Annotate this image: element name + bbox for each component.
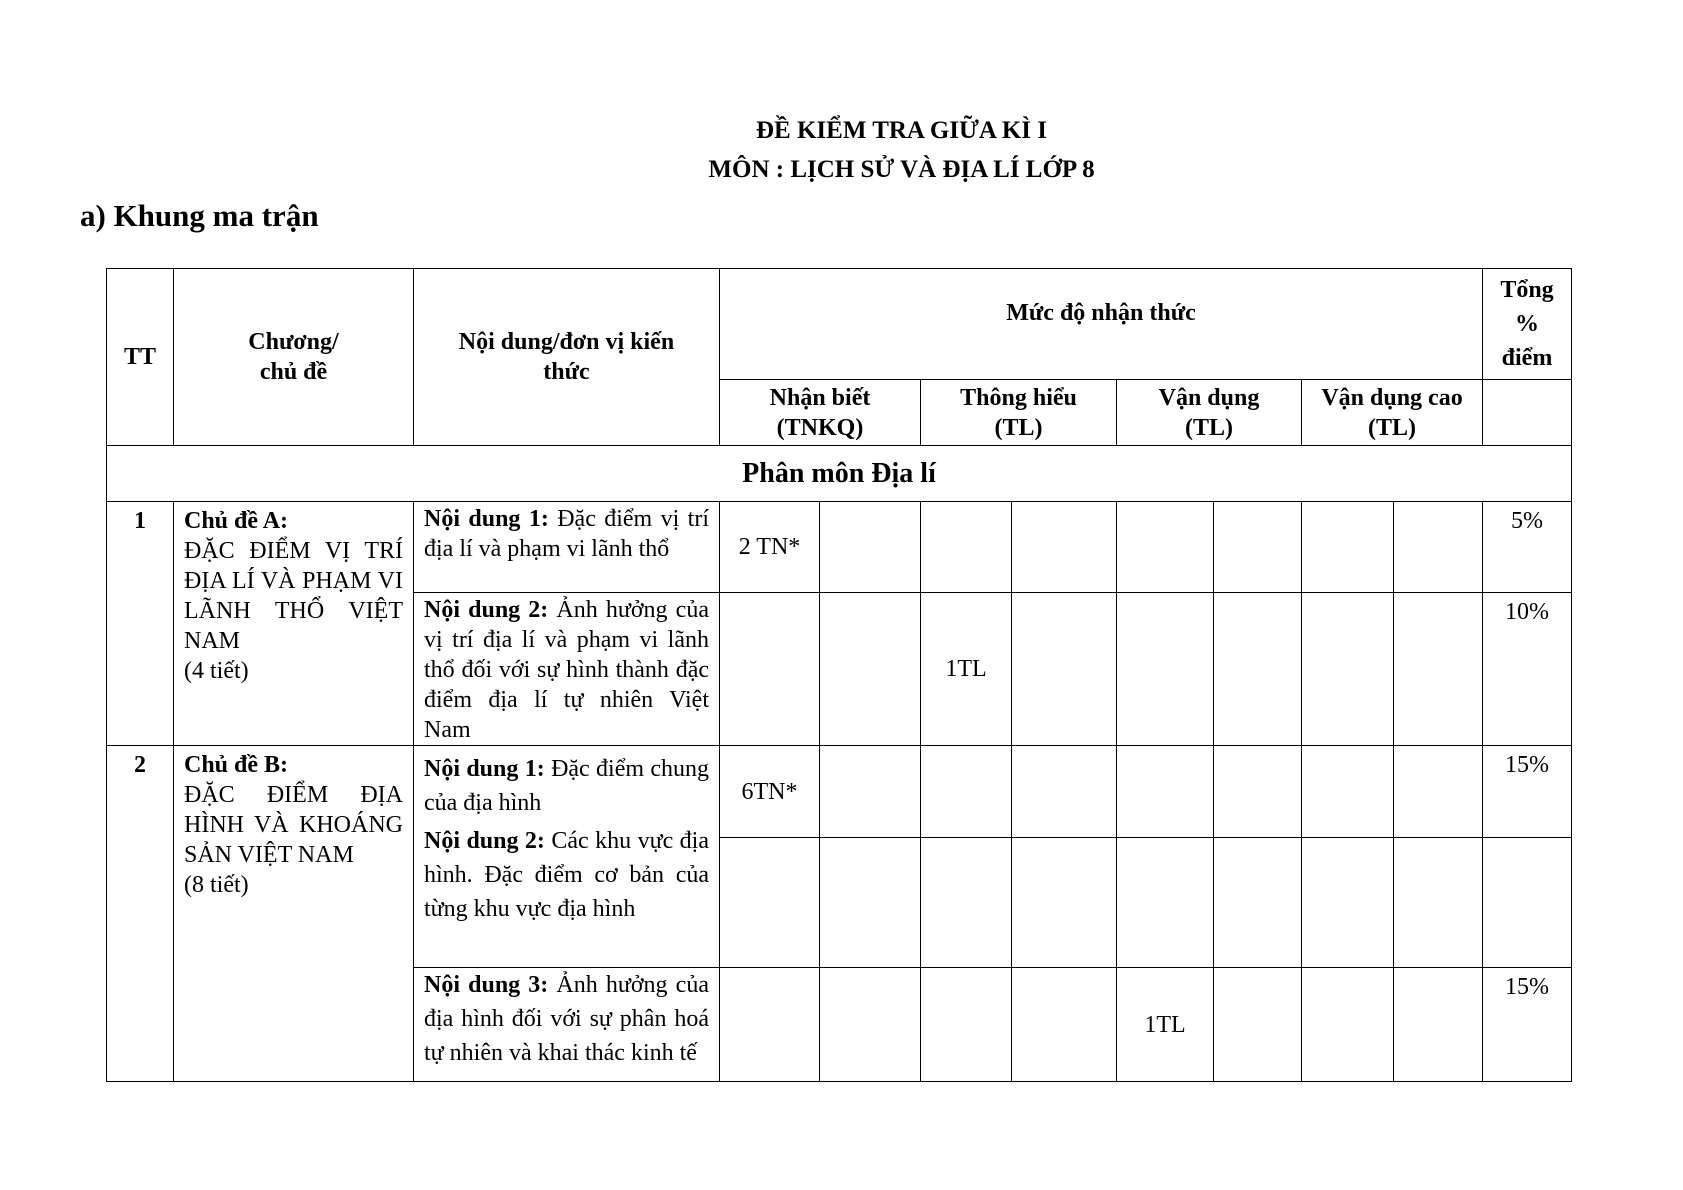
header-row-1 (107, 269, 1572, 380)
nhan-biet-cell: 2 TN* (720, 502, 820, 593)
empty-cell (1214, 746, 1302, 838)
empty-cell (820, 502, 921, 593)
table-row (107, 746, 1572, 838)
thong-hieu-cell (921, 968, 1012, 1082)
total-cell (1483, 838, 1572, 968)
topic-name: Chủ đề A: (184, 508, 289, 534)
empty-cell (1394, 502, 1483, 593)
empty-cell (1012, 838, 1117, 968)
section-heading: a) Khung ma trận (80, 198, 319, 233)
thong-hieu-cell (921, 838, 1012, 968)
topic-name: Chủ đề B: (184, 752, 289, 778)
content-label: Nội dung 1: (424, 506, 549, 532)
content-text: Đặc điểm vị trí địa lí và phạm vi lãnh thổ (424, 506, 709, 562)
total-cell: 10% (1483, 593, 1572, 746)
row-number: 2 (107, 746, 174, 1082)
content-label: Nội dung 2: (424, 828, 545, 854)
content-cell (414, 593, 720, 746)
nhan-biet-cell (720, 838, 820, 968)
empty-cell (1012, 746, 1117, 838)
row-number: 1 (107, 502, 174, 746)
header-van-dung-cao: Vận dụng cao (TL) (1302, 380, 1483, 446)
empty-cell (820, 593, 921, 746)
nhan-biet-cell (720, 593, 820, 746)
topic-body: ĐẶC ĐIỂM VỊ TRÍ ĐỊA LÍ VÀ PHẠM VI LÃNH THỔ VIỆT NAM (184, 538, 403, 654)
content-cell (414, 968, 720, 1082)
thong-hieu-cell (921, 746, 1012, 838)
exam-subject: MÔN : LỊCH SỬ VÀ ĐỊA LÍ LỚP 8 (708, 156, 1095, 183)
empty-cell (1394, 593, 1483, 746)
content-text: Ảnh hưởng của địa hình đối với sự phân hoá tự nhiên và khai thác kinh tế (424, 972, 709, 1066)
header-van-dung: Vận dụng (TL) (1117, 380, 1302, 446)
topic-cell (174, 502, 414, 746)
header-total-empty (1483, 380, 1572, 446)
content-cell (414, 746, 720, 968)
content-label: Nội dung 1: (424, 756, 545, 782)
total-cell: 15% (1483, 746, 1572, 838)
topic-hours: (8 tiết) (184, 872, 249, 898)
content-text: Các khu vực địa hình. Đặc điểm cơ bản của từng khu vực địa hình (424, 828, 709, 922)
empty-cell (1394, 746, 1483, 838)
empty-cell (1214, 502, 1302, 593)
empty-cell (820, 838, 921, 968)
content-text: Ảnh hưởng của vị trí địa lí và phạm vi lãnh thổ đối với sự hình thành đặc điểm địa lí tự nhiên Việt Nam (424, 597, 709, 743)
subject-label: Phân môn Địa lí (107, 446, 1572, 502)
empty-cell (1214, 593, 1302, 746)
header-thong-hieu: Thông hiểu (TL) (921, 380, 1117, 446)
content-label: Nội dung 2: (424, 597, 549, 623)
van-dung-cell: 1TL (1117, 968, 1214, 1082)
thong-hieu-cell: 1TL (921, 593, 1012, 746)
nhan-biet-cell (720, 968, 820, 1082)
empty-cell (1302, 593, 1394, 746)
topic-cell (174, 746, 414, 1082)
header-content: Nội dung/đơn vị kiến thức (414, 269, 720, 446)
content-cell (414, 502, 720, 593)
topic-hours: (4 tiết) (184, 658, 249, 684)
empty-cell (1012, 502, 1117, 593)
empty-cell (1012, 593, 1117, 746)
van-dung-cell (1117, 838, 1214, 968)
empty-cell (820, 968, 921, 1082)
empty-cell (820, 746, 921, 838)
empty-cell (1302, 838, 1394, 968)
table-row (107, 502, 1572, 593)
van-dung-cell (1117, 593, 1214, 746)
topic-body: ĐẶC ĐIỂM ĐỊA HÌNH VÀ KHOÁNG SẢN VIỆT NAM (184, 782, 403, 868)
van-dung-cell (1117, 502, 1214, 593)
header-nhan-biet: Nhận biết (TNKQ) (720, 380, 921, 446)
content-text: Đặc điểm chung của địa hình (424, 756, 710, 816)
thong-hieu-cell (921, 502, 1012, 593)
empty-cell (1302, 968, 1394, 1082)
empty-cell (1394, 968, 1483, 1082)
header-tt: TT (107, 269, 174, 446)
header-level: Mức độ nhận thức (720, 269, 1483, 380)
empty-cell (1302, 746, 1394, 838)
empty-cell (1302, 502, 1394, 593)
exam-title: ĐỀ KIỂM TRA GIỮA KÌ I (755, 117, 1048, 144)
nhan-biet-cell: 6TN* (720, 746, 820, 838)
total-cell: 5% (1483, 502, 1572, 593)
empty-cell (1012, 968, 1117, 1082)
matrix-table (106, 268, 1572, 1082)
van-dung-cell (1117, 746, 1214, 838)
empty-cell (1214, 838, 1302, 968)
empty-cell (1394, 838, 1483, 968)
content-label: Nội dung 3: (424, 972, 549, 998)
total-cell: 15% (1483, 968, 1572, 1082)
empty-cell (1214, 968, 1302, 1082)
header-chapter: Chương/ chủ đề (174, 269, 414, 446)
subject-row (107, 446, 1572, 502)
header-total: Tổng % điểm (1483, 269, 1572, 380)
